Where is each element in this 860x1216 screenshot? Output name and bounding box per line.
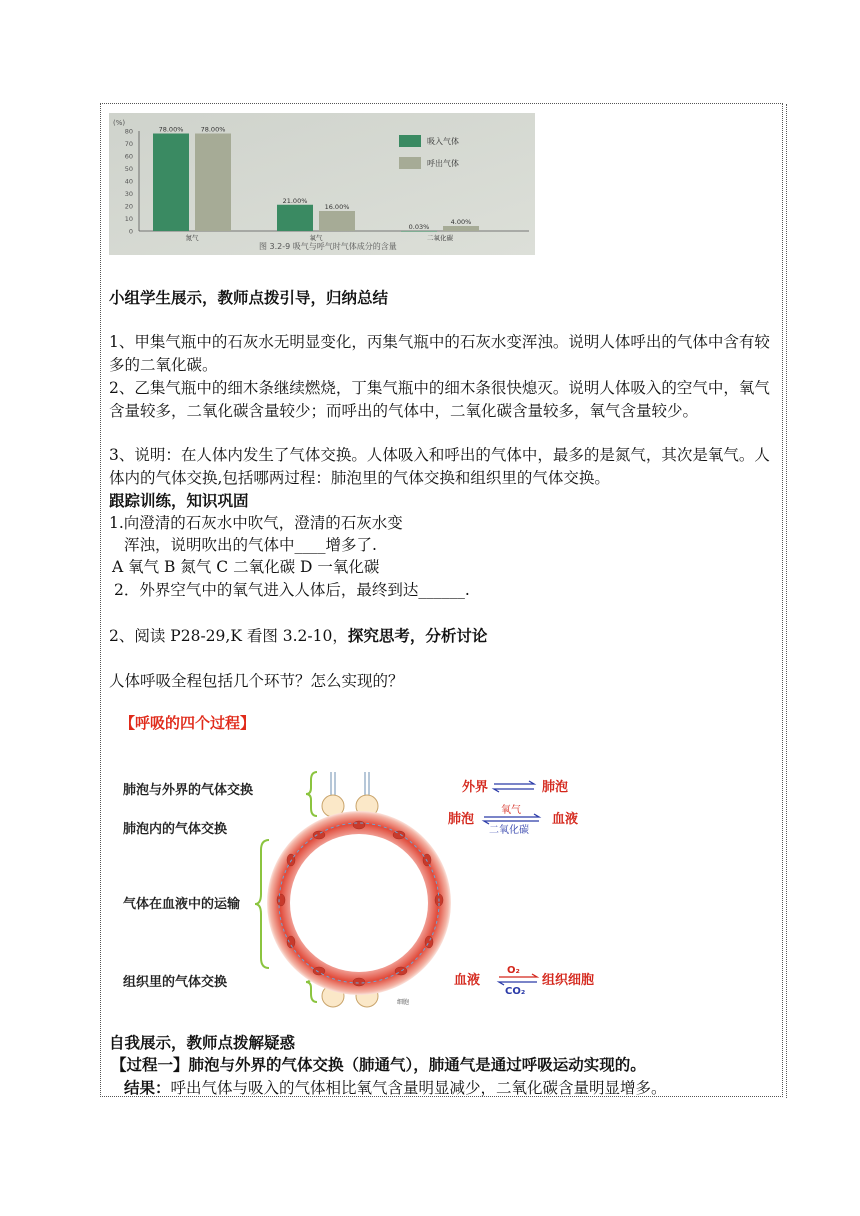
legend-label: 吸入气体 [427,137,459,146]
eq3-top: O₂ [507,965,520,976]
bar-data-label: 78.00% [158,125,184,134]
section4-heading: 自我展示，教师点拨解疑惑 [109,1034,296,1052]
section1-heading: 小组学生展示，教师点拨引导，归纳总结 [109,289,389,307]
chart-caption: 图 3.2-9 吸气与呼气时气体成分的含量 [259,242,397,251]
legend-label: 呼出气体 [427,159,459,168]
y-tick-label: 20 [124,202,133,211]
eq3-bottom: CO₂ [505,986,526,997]
bar-exhaled [443,226,479,231]
discussion-question: 人体呼吸全程包括几个环节？怎么实现的？ [109,672,404,690]
summary-point-2: 2、乙集气瓶中的细木条继续燃烧，丁集气瓶中的细木条很快熄灭。说明人体吸入的空气中，氧气含量较多，二氧化碳含量较少；而呼出的气体中，二氧化碳含量较多，氧气含量较少。 [109,379,770,420]
legend-swatch [399,135,421,147]
bar-data-label: 16.00% [324,203,350,211]
reading-instruction: 2、阅读 P28-29,K 看图 3.2-10，探究思考，分析讨论 [109,627,488,645]
question-2: 2．外界空气中的氧气进入人体后，最终到达______. [114,581,470,599]
y-tick-label: 40 [124,177,133,186]
x-tick-label: 氮气 [185,234,199,242]
bar-inhaled [401,231,437,232]
eq1-right: 肺泡 [542,780,569,795]
bar-data-label: 78.00% [200,125,226,134]
summary-point-3: 3、说明：在人体内发生了气体交换。人体吸入和呼出的气体中，最多的是氮气，其次是氧气。人体内的气体交换,包括哪两过程：肺泡里的气体交换和组织里的气体交换。 [109,446,770,487]
step-4-label: 组织里的气体交换 [123,975,228,990]
eq3-right: 组织细胞 [542,973,595,988]
step-2-label: 肺泡内的气体交换 [123,822,228,837]
x-tick-label: 二氧化碳 [427,234,453,242]
y-tick-label: 50 [124,165,133,173]
eq2-right: 血液 [552,812,579,827]
eq1-left: 外界 [462,780,489,795]
step-3-label: 气体在血液中的运输 [123,897,241,912]
diagram-title: 【呼吸的四个过程】 [120,714,256,732]
y-tick-label: 80 [124,127,133,136]
question-1-line-2: 浑浊，说明吹出的气体中____增多了. [124,536,377,554]
cell-label: 细胞 [397,999,410,1006]
legend-swatch [399,157,421,169]
summary-point-1: 1、甲集气瓶中的石灰水无明显变化，丙集气瓶中的石灰水变浑浊。说明人体呼出的气体中含有较多的二氧化碳。 [109,333,770,374]
eq3-left: 血液 [454,973,481,988]
bar-data-label: 0.03% [408,222,430,231]
bar-inhaled [277,205,313,231]
x-tick-label: 氧气 [309,234,323,242]
bar-exhaled [195,134,231,232]
y-tick-label: 0 [128,227,133,236]
eq2-left: 肺泡 [448,812,475,827]
bar-inhaled [153,134,189,232]
step-1-label: 肺泡与外界的气体交换 [123,783,254,798]
bar-data-label: 4.00% [450,218,472,226]
result-line: 结果：呼出气体与吸入的气体相比氧气含量明显减少，二氧化碳含量明显增多。 [124,1079,667,1097]
y-tick-label: 30 [124,190,133,198]
y-tick-label: 60 [124,152,133,161]
bar-chart [109,113,535,255]
eq2-bottom: 二氧化碳 [489,825,529,836]
y-axis-label: (%) [113,119,126,127]
bar-data-label: 21.00% [282,196,308,205]
eq2-top: 氧气 [501,805,521,816]
respiration-diagram [109,700,629,1022]
y-tick-label: 70 [124,140,133,148]
question-1-options: A 氧气 B 氮气 C 二氧化碳 D 一氧化碳 [112,558,380,576]
bar-exhaled [319,211,355,231]
y-tick-label: 10 [124,215,133,223]
question-1-line-1: 1.向澄清的石灰水中吹气，澄清的石灰水变 [109,514,403,532]
section2-heading: 跟踪训练，知识巩固 [109,492,249,510]
process-one: 【过程一】肺泡与外界的气体交换（肺通气），肺通气是通过呼吸运动实现的。 [111,1056,646,1074]
gas-composition-chart-photo [109,113,535,255]
